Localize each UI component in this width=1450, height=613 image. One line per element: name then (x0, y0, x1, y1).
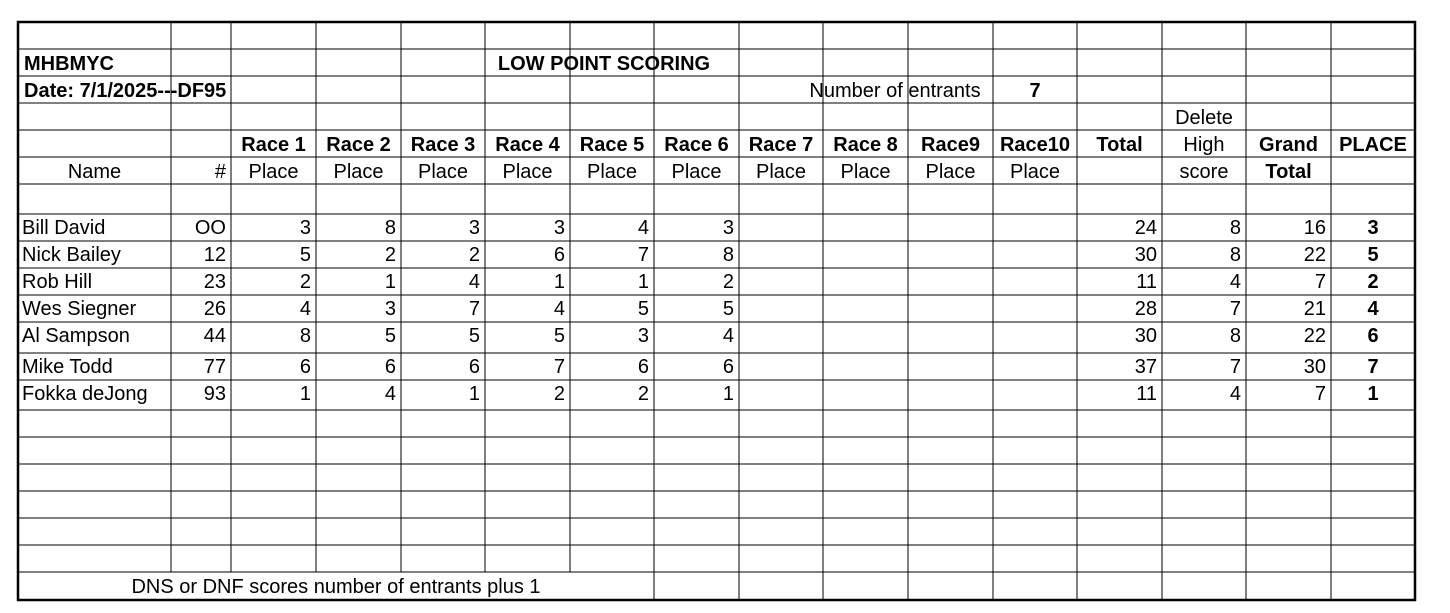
race-header: Race10 (999, 134, 1071, 156)
race-place (993, 269, 1077, 296)
race-place: 4 (637, 217, 649, 239)
race-header: Race 2 (326, 134, 391, 156)
grand-total: 16 (1303, 217, 1326, 239)
place-subheader: Place (502, 161, 553, 183)
grand-header-line1: Grand (1259, 134, 1318, 156)
place-subheader: Place (840, 161, 891, 183)
race-place: 1 (722, 383, 734, 405)
sail-number: 44 (203, 325, 226, 347)
race-place: 5 (722, 298, 734, 320)
number-header: # (214, 161, 226, 183)
race-header: Race9 (921, 134, 980, 156)
grand-header-line2: Total (1265, 161, 1312, 183)
race-place (908, 323, 993, 350)
deleted-high-score: 4 (1229, 271, 1241, 293)
race-place (908, 242, 993, 269)
race-place (739, 215, 823, 242)
place-subheader: Place (586, 161, 638, 183)
race-place: 2 (553, 383, 565, 405)
sailor-name: Bill David (22, 217, 106, 239)
race-place: 1 (553, 271, 565, 293)
race-place (823, 296, 908, 323)
race-place (823, 269, 908, 296)
race-place: 3 (468, 217, 480, 239)
final-place: 4 (1367, 298, 1379, 320)
race-header: Race 8 (833, 134, 898, 156)
race-place (993, 354, 1077, 381)
sailor-name: Al Sampson (22, 325, 130, 347)
race-place (993, 242, 1077, 269)
total-score: 24 (1134, 217, 1157, 239)
grand-total: 22 (1303, 244, 1326, 266)
race-place (823, 215, 908, 242)
race-place: 3 (553, 217, 565, 239)
deleted-high-score: 8 (1229, 217, 1241, 239)
place-header: PLACE (1339, 134, 1407, 156)
race-place (993, 323, 1077, 350)
race-place (739, 354, 823, 381)
place-subheader: Place (671, 161, 722, 183)
sail-number: 77 (203, 356, 226, 378)
race-place: 2 (468, 244, 480, 266)
race-place: 5 (299, 244, 311, 266)
race-place: 5 (553, 325, 565, 347)
race-place: 1 (299, 383, 311, 405)
race-place (993, 381, 1077, 408)
race-place: 5 (468, 325, 480, 347)
race-place (739, 296, 823, 323)
final-place: 3 (1367, 217, 1379, 239)
race-place (908, 354, 993, 381)
grand-total: 7 (1314, 383, 1326, 405)
place-subheader: Place (1009, 161, 1061, 183)
race-place (823, 381, 908, 408)
race-place (908, 381, 993, 408)
total-score: 37 (1134, 356, 1157, 378)
race-place: 6 (553, 244, 565, 266)
deleted-high-score: 8 (1229, 325, 1241, 347)
grand-total: 22 (1303, 325, 1326, 347)
footer-note: DNS or DNF scores number of entrants plus 1 (131, 576, 541, 598)
race-place: 6 (637, 356, 649, 378)
final-place: 7 (1367, 356, 1379, 378)
race-place: 7 (553, 356, 565, 378)
place-subheader: Place (417, 161, 469, 183)
grand-total: 21 (1303, 298, 1326, 320)
deleted-high-score: 7 (1229, 356, 1241, 378)
race-place (908, 269, 993, 296)
sailor-name: Wes Siegner (22, 298, 137, 320)
scoring-title: LOW POINT SCORING (497, 53, 711, 75)
final-place: 5 (1367, 244, 1379, 266)
total-header: Total (1096, 134, 1143, 156)
race-place: 5 (637, 298, 649, 320)
final-place: 6 (1367, 325, 1379, 347)
deleted-high-score: 8 (1229, 244, 1241, 266)
sail-number: OO (194, 217, 226, 239)
sail-number: 23 (203, 271, 226, 293)
regatta-date: Date: 7/1/2025---DF95 (24, 80, 227, 102)
race-place (993, 296, 1077, 323)
race-place: 6 (384, 356, 396, 378)
entrants-count: 7 (1029, 80, 1041, 102)
club-name: MHBMYC (24, 53, 114, 75)
place-subheader: Place (755, 161, 807, 183)
race-place (993, 215, 1077, 242)
race-place (823, 323, 908, 350)
deleted-high-score: 4 (1229, 383, 1241, 405)
sailor-name: Nick Bailey (22, 244, 121, 266)
delete-header-line3: score (1179, 161, 1229, 183)
race-place: 3 (299, 217, 311, 239)
deleted-high-score: 7 (1229, 298, 1241, 320)
place-subheader: Place (333, 161, 384, 183)
race-place (739, 269, 823, 296)
race-header: Race 5 (579, 134, 645, 156)
race-place: 4 (553, 298, 565, 320)
race-place: 4 (722, 325, 734, 347)
race-place (739, 242, 823, 269)
race-header: Race 7 (748, 134, 814, 156)
delete-header-line1: Delete (1175, 107, 1233, 129)
race-place: 4 (299, 298, 311, 320)
race-place (739, 381, 823, 408)
place-subheader: Place (925, 161, 976, 183)
total-score: 30 (1134, 325, 1157, 347)
delete-header-line2: High (1183, 134, 1225, 156)
race-place (739, 323, 823, 350)
total-score: 11 (1136, 271, 1157, 293)
sail-number: 26 (203, 298, 226, 320)
race-place: 8 (299, 325, 311, 347)
name-header: Name (67, 161, 122, 183)
race-place: 2 (637, 383, 649, 405)
sailor-name: Rob Hill (22, 271, 93, 293)
race-header: Race 4 (495, 134, 560, 156)
race-header: Race 3 (410, 134, 476, 156)
race-place: 7 (468, 298, 480, 320)
race-place: 8 (722, 244, 734, 266)
sailor-name: Mike Todd (22, 356, 113, 378)
race-place: 2 (384, 244, 396, 266)
race-place: 6 (299, 356, 311, 378)
race-place: 6 (468, 356, 480, 378)
race-place: 4 (384, 383, 396, 405)
total-score: 30 (1134, 244, 1157, 266)
race-place: 1 (468, 383, 480, 405)
race-place (823, 242, 908, 269)
race-place: 4 (468, 271, 480, 293)
race-place: 1 (384, 271, 396, 293)
race-place (908, 296, 993, 323)
sail-number: 93 (203, 383, 226, 405)
entrants-label: Number of entrants (809, 80, 981, 102)
sailor-name: Fokka deJong (22, 383, 148, 405)
sail-number: 12 (203, 244, 226, 266)
race-place: 8 (384, 217, 396, 239)
total-score: 28 (1134, 298, 1157, 320)
race-header: Race 6 (664, 134, 729, 156)
place-subheader: Place (248, 161, 299, 183)
grand-total: 30 (1303, 356, 1326, 378)
race-place (908, 215, 993, 242)
race-place: 7 (637, 244, 649, 266)
race-place: 3 (637, 325, 649, 347)
race-place: 3 (384, 298, 396, 320)
race-place: 5 (384, 325, 396, 347)
race-place: 1 (637, 271, 649, 293)
race-place: 2 (299, 271, 311, 293)
race-place (823, 354, 908, 381)
grand-total: 7 (1314, 271, 1326, 293)
final-place: 1 (1367, 383, 1379, 405)
race-header: Race 1 (241, 134, 306, 156)
race-place: 3 (722, 217, 734, 239)
total-score: 11 (1136, 383, 1157, 405)
race-place: 2 (722, 271, 734, 293)
final-place: 2 (1367, 271, 1379, 293)
race-place: 6 (722, 356, 734, 378)
